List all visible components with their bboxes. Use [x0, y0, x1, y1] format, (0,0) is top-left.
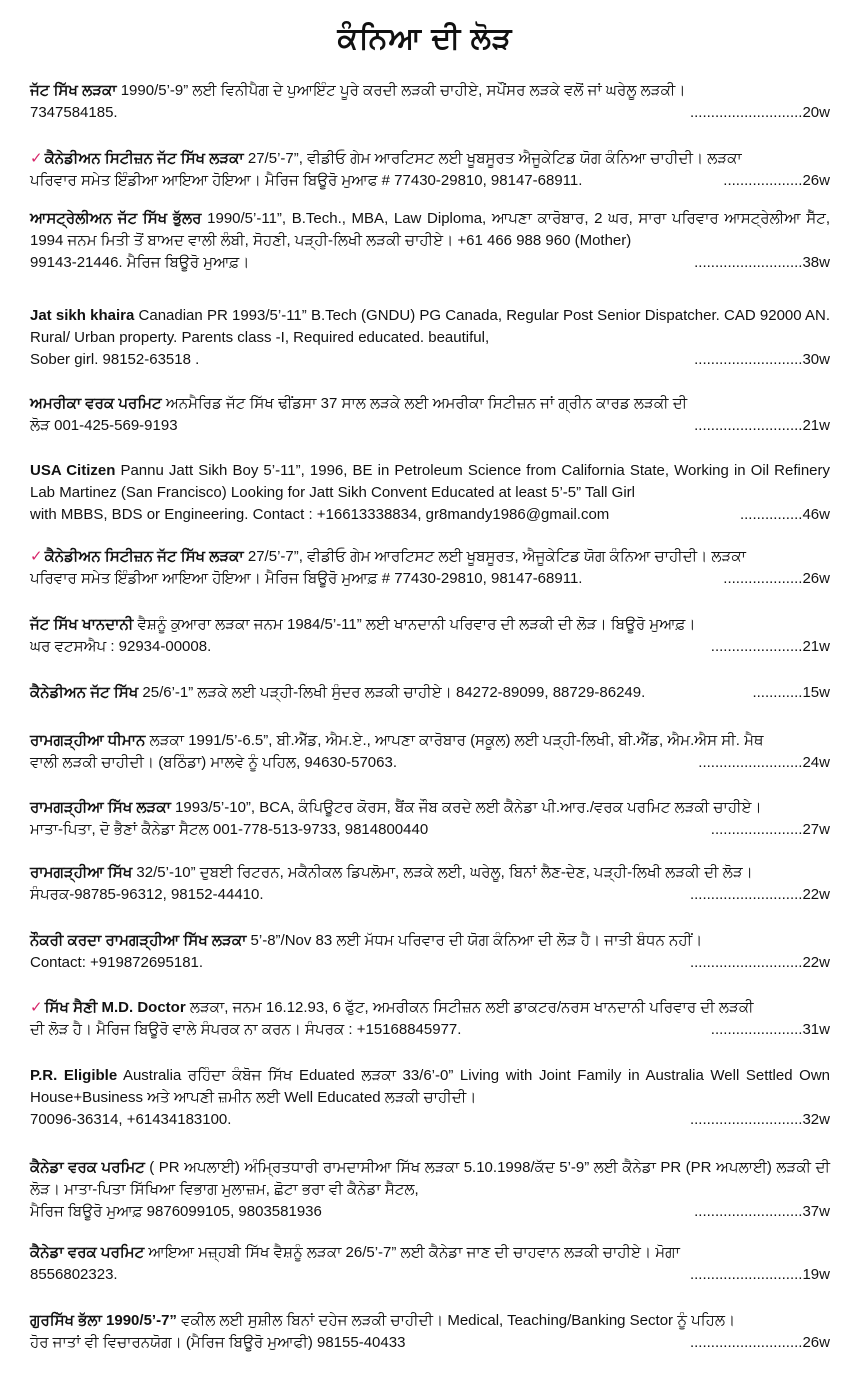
ad-text: ਵੈਸ਼ਨੂੰ ਕੁਆਰਾ ਲੜਕਾ ਜਨਮ 1984/5’-11” ਲਈ ਖਾਨਦਾਨੀ ਪਰਿਵਾਰ ਦੀ ਲੜਕੀ ਦੀ ਲੋੜ। ਬਿਊਰੋ ਮੁਆਫ਼।: [133, 616, 696, 633]
ad-code: [239, 1109, 830, 1131]
ad-text: 1993/5’-10”, BCA, ਕੰਪਿਊਟਰ ਕੋਰਸ, ਬੈਂਕ ਜੌਬ ਕਰਦੇ ਲਈ ਕੈਨੇਡਾ ਪੀ.ਆਰ./ਵਰਕ ਪਰਮਿਟ ਲੜਕੀ ਚਾਹੀਏ।: [170, 799, 762, 816]
ad-contact-text: ਮੈਰਿਜ ਬਿਊਰੋ ਮੁਆਫ਼ 9876099105, 9803581936: [30, 1203, 322, 1220]
ad-body: [30, 148, 830, 170]
dot-leader: ...................: [723, 172, 803, 189]
ad-heading: ਜੱਟ ਸਿੱਖ ਲੜਕਾ: [30, 82, 117, 99]
ad-body: [30, 930, 830, 952]
ad-heading: P.R. Eligible: [30, 1067, 118, 1084]
classified-ad: [30, 208, 830, 274]
check-mark-icon: ✓: [30, 999, 43, 1016]
ad-contact: [30, 1201, 322, 1223]
classified-ad: [30, 862, 830, 906]
dot-leader: ...........................: [689, 886, 803, 903]
ad-contact-text: ਹੋਰ ਜਾਤਾਂ ਵੀ ਵਿਚਾਰਨਯੋਗ। (ਮੈਰਿਜ ਬਿਊਰੋ ਮੁਆਫੀ) 98155-40433: [30, 1334, 406, 1351]
dot-leader: ...............: [739, 506, 803, 523]
ad-text: Pannu Jatt Sikh Boy 5’-11”, 1996, BE in Petroleum Science from California State, Working in Oil Refinery Lab Martinez (San Francisco) Looking for Jatt Sikh Convent Educated at least 5’-5” Tall Girl: [30, 462, 830, 501]
ad-contact: [30, 1332, 405, 1354]
ad-code: [590, 568, 830, 590]
dot-leader: ............: [752, 684, 803, 701]
ad-body: [30, 1310, 830, 1332]
ad-text: 32/5’-10” ਦੁਬਈ ਰਿਟਰਨ, ਮਕੈਨੀਕਲ ਡਿਪਲੋਮਾ, ਲੜਕੇ ਲਈ, ਘਰੇਲੂ, ਬਿਨਾਂ ਲੈਣ-ਦੇਣ, ਪੜ੍ਹੀ-ਲਿਖੀ ਲੜਕੀ ਦੀ ਲੋੜ।: [132, 864, 753, 881]
ad-body: [30, 997, 830, 1019]
ad-footer-line: [30, 1264, 830, 1286]
ad-heading: ਸਿੱਖ ਸੈਣੀ M.D. Doctor: [44, 999, 186, 1016]
ad-text: 27/5’-7”, ਵੀਡੀਓ ਗੇਮ ਆਰਟਿਸਟ ਲਈ ਖੂਬਸੂਰਤ, ਐਜੂਕੇਟਿਡ ਯੋਗ ਕੰਨਿਆ ਚਾਹੀਦੀ। ਲੜਕਾ: [243, 548, 746, 565]
dot-leader: ...........................: [689, 954, 803, 971]
ad-contact: [30, 170, 582, 192]
ad-contact: [30, 349, 199, 371]
ad-contact-text: Contact: +919872695181.: [30, 954, 204, 971]
ad-contact-text: ਲੋੜ 001-425-569-9193: [30, 417, 178, 434]
classified-ad: [30, 148, 830, 192]
ad-body: [30, 305, 830, 349]
ad-text: 5’-8”/Nov 83 ਲਈ ਮੱਧਮ ਪਰਿਵਾਰ ਦੀ ਯੋਗ ਕੰਨਿਆ ਦੀ ਲੋੜ ਹੈ। ਜਾਤੀ ਬੰਧਨ ਨਹੀਂ।: [246, 932, 703, 949]
ad-footer-line: [30, 682, 830, 704]
ad-code-label: 38w: [802, 254, 830, 271]
ad-body: [30, 80, 830, 102]
ad-footer-line: [30, 1332, 830, 1354]
ad-contact: [30, 252, 249, 274]
ad-code-label: 26w: [802, 570, 830, 587]
ad-footer-line: [30, 752, 830, 774]
ad-contact: [30, 568, 582, 590]
classified-ad: [30, 460, 830, 526]
ad-footer-line: [30, 170, 830, 192]
dot-leader: ......................: [710, 821, 803, 838]
ad-footer-line: [30, 252, 830, 274]
ad-footer-line: [30, 568, 830, 590]
ad-code: [617, 504, 830, 526]
ad-heading: ਕੈਨੇਡੀਅਨ ਜੱਟ ਸਿੱਖ: [30, 684, 143, 701]
classified-ad: [30, 305, 830, 371]
ad-heading: ਕੈਨੇਡੀਅਨ ਸਿਟੀਜ਼ਨ ਜੱਟ ਸਿੱਖ ਲੜਕਾ: [44, 150, 244, 167]
ad-code-label: 21w: [802, 417, 830, 434]
classified-ad: [30, 1065, 830, 1131]
ad-code: [436, 819, 830, 841]
check-mark-icon: ✓: [30, 548, 43, 565]
ad-code: [330, 1201, 830, 1223]
ad-code: [211, 952, 830, 974]
ad-footer-line: [30, 884, 830, 906]
ad-text: ਅਨਮੈਰਿਡ ਜੱਟ ਸਿੱਖ ਢੀਂਡਸਾ 37 ਸਾਲ ਲੜਕੇ ਲਈ ਅਮਰੀਕਾ ਸਿਟੀਜ਼ਨ ਜਾਂ ਗ੍ਰੀਨ ਕਾਰਡ ਲੜਕੀ ਦੀ: [161, 395, 688, 412]
ad-footer-line: [30, 504, 830, 526]
ad-code: [469, 1019, 830, 1041]
ad-heading: USA Citizen: [30, 462, 116, 479]
ad-contact-text: with MBBS, BDS or Engineering. Contact : +16613338834, gr8mandy1986@gmail.com: [30, 506, 610, 523]
ad-contact: [30, 1019, 461, 1041]
dot-leader: ..........................: [694, 1203, 803, 1220]
ad-heading: ਨੌਕਰੀ ਕਰਦਾ ਰਾਮਗੜ੍ਹੀਆ ਸਿੱਖ ਲੜਕਾ: [30, 932, 247, 949]
ad-contact-text: 8556802323.: [30, 1266, 118, 1283]
dot-leader: .........................: [698, 754, 803, 771]
ad-code: [590, 170, 830, 192]
ad-code-label: 19w: [802, 1266, 830, 1283]
ad-heading: ਆਸਟ੍ਰੇਲੀਅਨ ਜੱਟ ਸਿੱਖ ਭੁੱਲਰ: [30, 210, 202, 227]
ad-text: 27/5’-7”, ਵੀਡੀਓ ਗੇਮ ਆਰਟਿਸਟ ਲਈ ਖੂਬਸੂਰਤ ਐਜੂਕੇਟਿਡ ਯੋਗ ਕੰਨਿਆ ਚਾਹੀਦੀ। ਲੜਕਾ: [243, 150, 742, 167]
dot-leader: ..........................: [694, 351, 803, 368]
page-title: ਕੰਨਿਆ ਦੀ ਲੋੜ: [337, 22, 513, 55]
ad-code: [257, 252, 830, 274]
classified-ad: [30, 1157, 830, 1223]
ad-body: [30, 614, 830, 636]
ad-code-label: 26w: [802, 172, 830, 189]
classified-ad: [30, 797, 830, 841]
ad-code-label: 27w: [802, 821, 830, 838]
classified-ad: [30, 1310, 830, 1354]
ad-contact: [30, 1109, 231, 1131]
ad-contact-text: 7347584185.: [30, 104, 118, 121]
ad-contact: [30, 415, 178, 437]
dot-leader: ..........................: [694, 417, 803, 434]
ad-code: [219, 636, 830, 658]
ad-body: [30, 862, 830, 884]
ad-footer-line: [30, 1019, 830, 1041]
ad-text: ਆਇਆ ਮਜ਼੍ਹਬੀ ਸਿੱਖ ਵੈਸ਼ਨੂੰ ਲੜਕਾ 26/5’-7” ਲਈ ਕੈਨੇਡਾ ਜਾਣ ਦੀ ਚਾਹਵਾਨ ਲੜਕੀ ਚਾਹੀਏ। ਮੋਗਾ: [144, 1244, 680, 1261]
dot-leader: ...........................: [689, 1266, 803, 1283]
ad-text: 1990/5’-11”, B.Tech., MBA, Law Diploma, ਆਪਣਾ ਕਾਰੋਬਾਰ, 2 ਘਰ, ਸਾਰਾ ਪਰਿਵਾਰ ਆਸਟ੍ਰੇਲੀਆ ਸੈੱਟ, 1994 ਜਨਮ ਮਿਤੀ ਤੋਂ ਬਾਅਦ ਵਾਲੀ ਲੰਬੀ, ਸੋਹਣੀ, ਪੜ੍ਹੀ-ਲਿਖੀ ਲੜਕੀ ਚਾਹੀਏ। +61 466 988 960 (Mother): [30, 210, 830, 249]
ad-footer-line: [30, 102, 830, 124]
ad-body: [30, 1242, 830, 1264]
ad-contact-text: ਦੀ ਲੋੜ ਹੈ। ਮੈਰਿਜ ਬਿਊਰੋ ਵਾਲੇ ਸੰਪਰਕ ਨਾ ਕਰਨ। ਸੰਪਰਕ : +15168845977.: [30, 1021, 462, 1038]
ad-text: Canadian PR 1993/5’-11” B.Tech (GNDU) PG Canada, Regular Post Senior Dispatcher. CAD 92000 AN. Rural/ Urban property. Parents class -I, Required educated. beautiful,: [30, 307, 830, 346]
ad-contact-text: ਪਰਿਵਾਰ ਸਮੇਤ ਇੰਡੀਆ ਆਇਆ ਹੋਇਆ। ਮੈਰਿਜ ਬਿਊਰੋ ਮੁਆਫ਼ # 77430-29810, 98147-68911.: [30, 570, 583, 587]
ad-code-label: 20w: [802, 104, 830, 121]
ad-contact-text: ਵਾਲੀ ਲੜਕੀ ਚਾਹੀਦੀ। (ਬਠਿੰਡਾ) ਮਾਲਵੇ ਨੂੰ ਪਹਿਲ, 94630-57063.: [30, 754, 397, 771]
ad-heading: Jat sikh khaira: [30, 307, 135, 324]
ad-text: ਲੜਕਾ, ਜਨਮ 16.12.93, 6 ਫੁੱਟ, ਅਮਰੀਕਨ ਸਿਟੀਜ਼ਨ ਲਈ ਡਾਕਟਰ/ਨਰਸ ਖਾਨਦਾਨੀ ਪਰਿਵਾਰ ਦੀ ਲੜਕੀ: [185, 999, 754, 1016]
ad-code: [186, 415, 830, 437]
ad-footer-line: [30, 415, 830, 437]
ad-body: [30, 546, 830, 568]
ad-code-label: 31w: [802, 1021, 830, 1038]
ad-heading: ਕੈਨੇਡੀਅਨ ਸਿਟੀਜ਼ਨ ਜੱਟ ਸਿੱਖ ਲੜਕਾ: [44, 548, 244, 565]
check-mark-icon: ✓: [30, 150, 43, 167]
ad-text: Australia ਰਹਿੰਦਾ ਕੰਬੋਜ ਸਿੱਖ Eduated ਲੜਕਾ 33/6’-0” Living with Joint Family in Australia Well Settled Own House+Business ਅਤੇ ਆਪਣੀ ਜ਼ਮੀਨ ਲਈ Well Educated ਲੜਕੀ ਚਾਹੀਦੀ।: [30, 1067, 831, 1106]
ad-footer-line: [30, 1201, 830, 1223]
dot-leader: ..........................: [694, 254, 803, 271]
ad-text: ਲੜਕਾ 1991/5’-6.5”, ਬੀ.ਐੱਡ, ਐਮ.ਏ., ਆਪਣਾ ਕਾਰੋਬਾਰ (ਸਕੂਲ) ਲਈ ਪੜ੍ਹੀ-ਲਿਖੀ, ਬੀ.ਐੱਡ, ਐਮ.ਐਸ ਸੀ. ਮੈਥ: [145, 732, 764, 749]
ad-heading: ਅਮਰੀਕਾ ਵਰਕ ਪਰਮਿਟ: [30, 395, 162, 412]
ad-code-label: 22w: [802, 886, 830, 903]
ad-contact: [30, 819, 428, 841]
classified-ad: [30, 997, 830, 1041]
dot-leader: ...........................: [689, 1334, 803, 1351]
ad-code-label: 21w: [802, 638, 830, 655]
ad-code: [272, 884, 830, 906]
ad-contact-text: ਪਰਿਵਾਰ ਸਮੇਤ ਇੰਡੀਆ ਆਇਆ ਹੋਇਆ। ਮੈਰਿਜ ਬਿਊਰੋ ਮੁਆਫ # 77430-29810, 98147-68911.: [30, 172, 583, 189]
ad-contact-text: 25/6’-1” ਲੜਕੇ ਲਈ ਪੜ੍ਹੀ-ਲਿਖੀ ਸੁੰਦਰ ਲੜਕੀ ਚਾਹੀਏ। 84272-89099, 88729-86249.: [142, 684, 646, 701]
ad-contact-text: 70096-36314, +61434183100.: [30, 1111, 232, 1128]
ad-body: [30, 208, 830, 252]
ad-code-label: 22w: [802, 954, 830, 971]
ad-code-label: 37w: [802, 1203, 830, 1220]
ad-text: ( PR ਅਪਲਾਈ) ਅੰਮ੍ਰਿਤਧਾਰੀ ਰਾਮਦਾਸੀਆ ਸਿੱਖ ਲੜਕਾ 5.10.1998/ਕੱਦ 5’-9” ਲਈ ਕੈਨੇਡਾ PR (PR ਅਪਲਾਈ) ਲੜਕੀ ਦੀ ਲੋੜ। ਮਾਤਾ-ਪਿਤਾ ਸਿੱਖਿਆ ਵਿਭਾਗ ਮੁਲਾਜ਼ਮ, ਛੋਟਾ ਭਰਾ ਵੀ ਕੈਨੇਡਾ ਸੈਟਲ,: [30, 1159, 830, 1198]
ad-heading: ਕੈਨੇਡਾ ਵਰਕ ਪਰਮਿਟ: [30, 1244, 145, 1261]
ad-code-label: 30w: [802, 351, 830, 368]
ad-body: [30, 460, 830, 504]
ad-contact: [30, 636, 211, 658]
ad-contact-text: Sober girl. 98152-63518 .: [30, 351, 200, 368]
ad-contact-text: ਘਰ ਵਟਸਐਪ : 92934-00008.: [30, 638, 212, 655]
ad-body: [30, 1157, 830, 1201]
classified-ad: [30, 682, 830, 704]
ad-contact-text: 99143-21446. ਮੈਰਿਜ ਬਿਊਰੋ ਮੁਆਫ਼।: [30, 254, 250, 271]
ad-contact: [30, 102, 118, 124]
ad-contact: [30, 504, 609, 526]
dot-leader: ......................: [710, 638, 803, 655]
classified-ad: [30, 80, 830, 124]
ad-contact-text: ਸੰਪਰਕ-98785-96312, 98152-44410.: [30, 886, 264, 903]
ad-text: ਵਕੀਲ ਲਈ ਸੁਸ਼ੀਲ ਬਿਨਾਂ ਦਹੇਜ ਲੜਕੀ ਚਾਹੀਦੀ। Medical, Teaching/Banking Sector ਨੂੰ ਪਹਿਲ।: [176, 1312, 736, 1329]
ad-contact-text: ਮਾਤਾ-ਪਿਤਾ, ਦੋ ਭੈਣਾਂ ਕੈਨੇਡਾ ਸੈਟਲ 001-778-513-9733, 9814800440: [30, 821, 429, 838]
ad-code: [405, 752, 830, 774]
ad-code: [413, 1332, 830, 1354]
classified-ad: [30, 614, 830, 658]
ad-heading: ਜੱਟ ਸਿੱਖ ਖਾਨਦਾਨੀ: [30, 616, 134, 633]
ad-heading: ਗੁਰਸਿੱਖ ਭੱਲਾ 1990/5’-7”: [30, 1312, 177, 1329]
ad-contact: [30, 682, 645, 704]
ad-footer-line: [30, 1109, 830, 1131]
ad-body: [30, 1065, 830, 1109]
dot-leader: ......................: [710, 1021, 803, 1038]
ad-code: [207, 349, 830, 371]
ad-code-label: 32w: [802, 1111, 830, 1128]
ad-code-label: 46w: [802, 506, 830, 523]
ad-heading: ਰਾਮਗੜ੍ਹੀਆ ਸਿੱਖ: [30, 864, 133, 881]
classified-ad: [30, 930, 830, 974]
ad-contact: [30, 884, 264, 906]
classified-ad: [30, 393, 830, 437]
dot-leader: ...........................: [689, 104, 803, 121]
ad-contact: [30, 752, 397, 774]
classified-ad: [30, 1242, 830, 1286]
ad-footer-line: [30, 819, 830, 841]
ad-code-label: 24w: [802, 754, 830, 771]
ad-code-label: 26w: [802, 1334, 830, 1351]
ad-code: [653, 682, 830, 704]
ad-footer-line: [30, 636, 830, 658]
dot-leader: ...........................: [689, 1111, 803, 1128]
ad-body: [30, 797, 830, 819]
ad-contact: [30, 952, 203, 974]
classified-ad: [30, 546, 830, 590]
ad-code: [126, 102, 830, 124]
ad-code-label: 15w: [802, 684, 830, 701]
ad-heading: ਕੈਨੇਡਾ ਵਰਕ ਪਰਮਿਟ: [30, 1159, 145, 1176]
ad-body: [30, 393, 830, 415]
dot-leader: ...................: [723, 570, 803, 587]
classified-ad: [30, 730, 830, 774]
ad-contact: [30, 1264, 118, 1286]
ad-heading: ਰਾਮਗੜ੍ਹੀਆ ਧੀਮਾਨ: [30, 732, 146, 749]
ad-text: 1990/5’-9” ਲਈ ਵਿਨੀਪੈਗ ਦੇ ਪੁਆਇੰਟ ਪੂਰੇ ਕਰਦੀ ਲੜਕੀ ਚਾਹੀਏ, ਸਪੌਂਸਰ ਲੜਕੇ ਵਲੋਂ ਜਾਂ ਘਰੇਲੂ ਲੜਕੀ।: [116, 82, 686, 99]
ad-footer-line: [30, 349, 830, 371]
ad-body: [30, 730, 830, 752]
ad-footer-line: [30, 952, 830, 974]
ad-code: [126, 1264, 830, 1286]
ad-heading: ਰਾਮਗੜ੍ਹੀਆ ਸਿੱਖ ਲੜਕਾ: [30, 799, 171, 816]
